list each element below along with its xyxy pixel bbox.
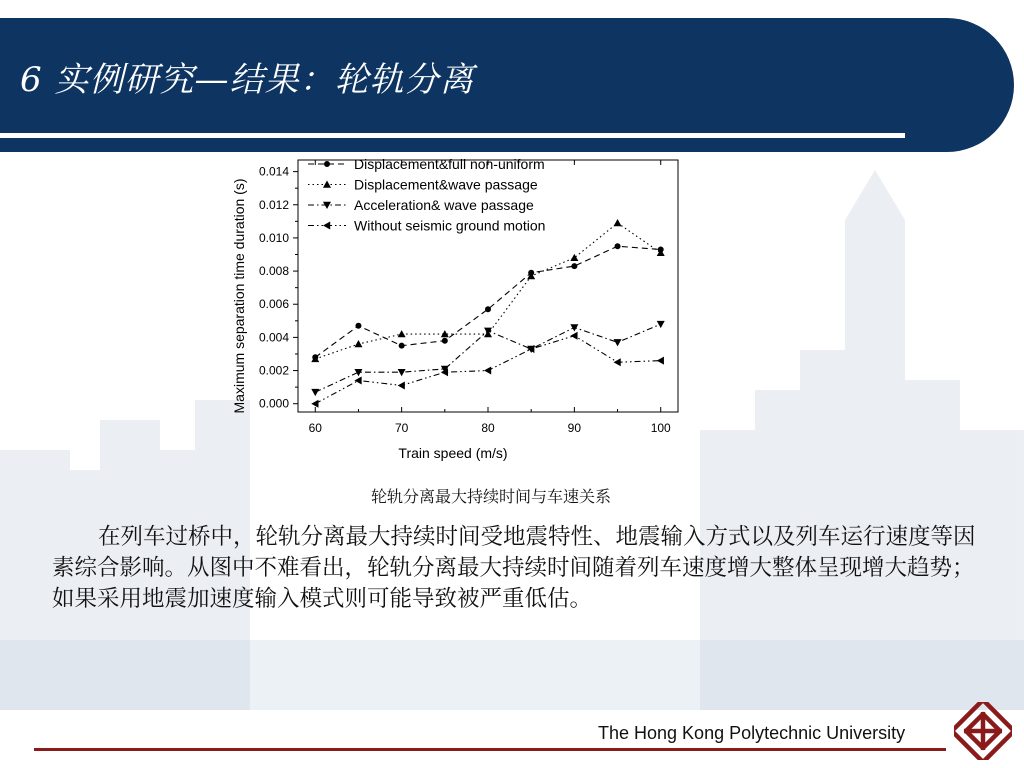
legend-label: Acceleration& wave passage <box>354 197 534 213</box>
x-tick-label: 90 <box>567 421 582 435</box>
data-point <box>571 263 577 269</box>
y-tick-label: 0.000 <box>258 396 289 411</box>
y-tick-label: 0.006 <box>258 297 289 312</box>
data-point <box>398 381 405 389</box>
legend-item-2 <box>308 177 538 193</box>
series-1 <box>312 243 663 360</box>
data-point <box>570 254 578 261</box>
chart-legend <box>308 156 545 234</box>
legend-label: Without seismic ground motion <box>354 217 546 234</box>
x-tick-label: 100 <box>650 421 671 435</box>
x-tick-label: 80 <box>481 421 495 435</box>
data-point <box>398 330 406 337</box>
data-point <box>311 400 318 408</box>
university-logo-icon <box>954 702 1012 760</box>
data-point <box>614 339 622 346</box>
legend-item-3 <box>308 197 534 213</box>
legend-item-4 <box>308 218 545 234</box>
y-axis-label: Maximum separation time duration (s) <box>231 178 247 414</box>
series-3 <box>311 321 664 396</box>
data-point <box>657 357 664 365</box>
data-point <box>614 219 622 226</box>
series-line <box>315 223 660 359</box>
x-axis-label: Train speed (m/s) <box>398 445 508 461</box>
data-point <box>323 222 330 230</box>
data-point <box>311 389 319 396</box>
data-point <box>442 338 448 344</box>
data-point <box>484 367 491 375</box>
y-tick-label: 0.014 <box>258 164 289 179</box>
figure-caption: 轮轨分离最大持续时间与车速关系 <box>370 487 611 506</box>
data-point <box>311 355 319 362</box>
legend-label: Displacement&wave passage <box>354 176 538 193</box>
chart-series <box>311 219 664 408</box>
data-point <box>657 321 665 328</box>
data-point <box>399 343 405 349</box>
y-tick-label: 0.008 <box>258 264 289 279</box>
data-point <box>570 324 578 331</box>
x-tick-label: 60 <box>308 421 322 435</box>
body-paragraph: 在列车过桥中，轮轨分离最大持续时间受地震特性、地震输入方式以及列车运行速度等因素综合影响。从图中不难看出，轮轨分离最大持续时间随着列车速度增大整体呈现增大趋势；如果采用地震加速度输入模式则可能导致被严重低估。 <box>52 524 976 612</box>
data-point <box>570 332 577 340</box>
y-tick-label: 0.012 <box>258 197 289 212</box>
separation-duration-chart <box>228 150 698 470</box>
series-4 <box>311 332 664 408</box>
footer-rule <box>34 748 946 751</box>
data-point <box>485 306 491 312</box>
data-point <box>354 340 362 347</box>
data-point <box>323 181 331 188</box>
data-point <box>354 377 361 385</box>
title-underline <box>0 133 905 138</box>
data-point <box>615 243 621 249</box>
data-point <box>324 161 330 167</box>
x-tick-label: 70 <box>394 421 409 435</box>
data-point <box>398 369 406 376</box>
data-point <box>355 323 361 329</box>
series-line <box>315 246 660 357</box>
y-tick-label: 0.002 <box>258 363 289 378</box>
data-point <box>614 358 621 366</box>
slide-title: 6 实例研究—结果：轮轨分离 <box>20 60 475 100</box>
y-tick-label: 0.010 <box>258 230 289 245</box>
university-name: The Hong Kong Polytechnic University <box>598 723 906 743</box>
y-tick-label: 0.004 <box>258 330 289 345</box>
legend-label: Displacement&full non-uniform <box>354 156 545 172</box>
legend-item-1 <box>308 156 545 172</box>
